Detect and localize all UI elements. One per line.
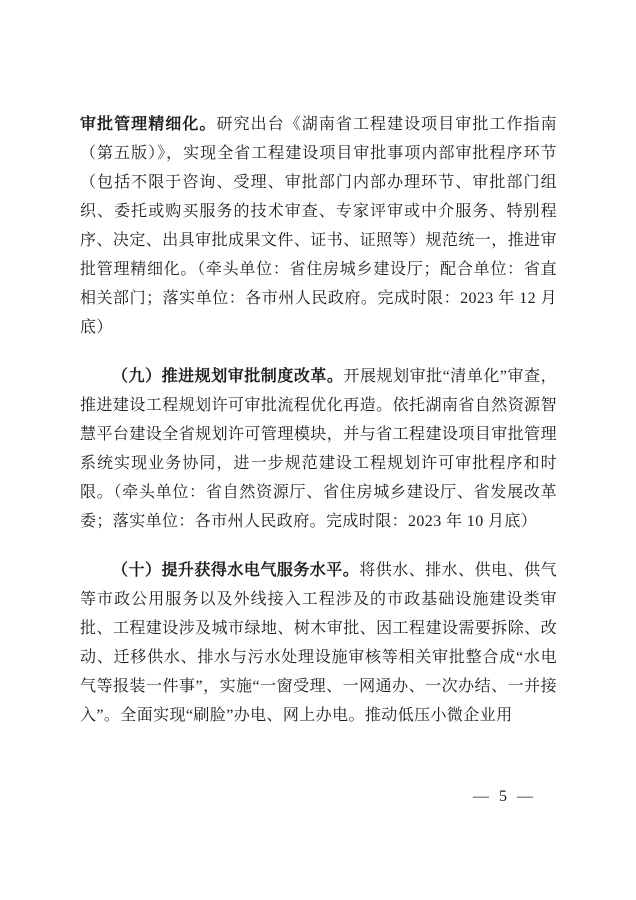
paragraph-lead-bold: 审批管理精细化。 xyxy=(80,116,217,133)
paragraph-body-text: 开展规划审批“清单化”审查，推进建设工程规划许可审批流程优化再造。依托湖南省自然资源智慧平台建设全省规划许可管理模块，并与省工程建设项目审批管理系统实现业务协同，进一步规范建设工程规划许可审批程序和时限。（牵头单位：省自然资源厅、省住房城乡建设厅、省发展改革委；落实单位：各市州人民政府。完成时限：2023 年 10 月底） xyxy=(80,368,557,530)
paragraph-body-text: 将供水、排水、供电、供气等市政公用服务以及外线接入工程涉及的市政基础设施建设类审批、工程建设涉及城市绿地、树木审批、因工程建设需要拆除、改动、迁移供水、排水与污水处理设施审核等相关审批整合成“水电气等报装一件事”，实施“一窗受理、一网通办、一次办结、一并接入”。全面实现“刷脸”办电、网上办电。推动低压小微企业用 xyxy=(80,562,557,724)
paragraph-item-9 xyxy=(80,362,557,536)
paragraph-lead-bold: （九）推进规划审批制度改革。 xyxy=(112,368,344,385)
paragraph-body-text: 研究出台《湖南省工程建设项目审批工作指南（第五版）》，实现全省工程建设项目审批事项内部审批程序环节（包括不限于咨询、受理、审批部门内部办理环节、审批部门组织、委托或购买服务的技术审查、专家评审或中介服务、特别程序、决定、出具审批成果文件、证书、证照等）规范统一，推进审批管理精细化。（牵头单位：省住房城乡建设厅；配合单位：省直相关部门；落实单位：各市州人民政府。完成时限：2023 年 12 月底） xyxy=(80,116,557,336)
paragraph-lead-bold: （十）提升获得水电气服务水平。 xyxy=(112,562,360,579)
document-body xyxy=(80,110,557,730)
page-number: — 5 — xyxy=(473,788,536,805)
paragraph-item-10 xyxy=(80,556,557,730)
paragraph-continuation xyxy=(80,110,557,342)
